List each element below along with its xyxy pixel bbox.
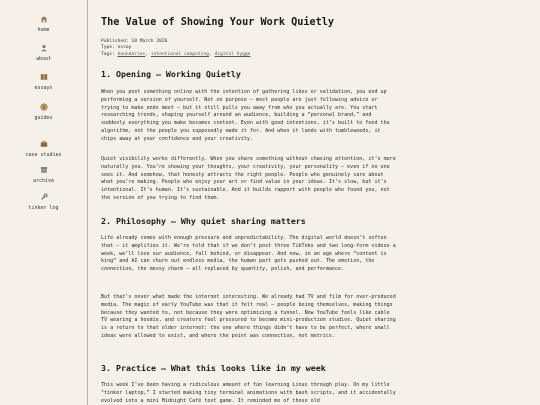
section-heading: 3. Practice — What this looks like in my week	[101, 363, 326, 373]
article	[101, 16, 397, 405]
tags-label: Tags:	[101, 51, 115, 57]
sidebar-item-archive[interactable]	[0, 166, 87, 185]
sidebar-item-case-studies[interactable]	[0, 140, 87, 159]
paragraph: But that’s never what made the internet interesting. We already had TV and film for over-produced media. The magic of early YouTube was that it felt real — people being themselves, making things because they wanted to, not because they were optimizing a funnel. Now YouTube feels like cable TV wearing a hoodie, and creators feel pressured to become mini-production studios. Quiet sharing is a return to that older internet: the one where things didn’t have to be perfect, where small ideas were allowed to exist, and where the point was connection, not metrics.	[101, 294, 396, 339]
sidebar-item-label: home	[37, 27, 50, 33]
sidebar-nav	[0, 0, 88, 405]
sidebar-item-label: case studies	[25, 152, 62, 158]
sidebar-item-label: archive	[32, 178, 55, 184]
wrench-icon	[40, 193, 48, 201]
tag-link[interactable]: intentional computing	[150, 51, 209, 57]
sidebar-item-tinker-log[interactable]	[0, 193, 87, 212]
paragraph: When you post something online with the intention of gathering likes or validation, you end up performing a version of yourself. Not on purpose — most people are just following advice or trying to make ends meet — but it still pulls you away from who you actually are. You start researching trends, shaping yourself around an audience, building a “personal brand,” and suddenly everything you make becomes content. Even with good intentions, it’s built to feed the algorithm, not the people you supposedly made it for. And when it lands with tumbleweeds, it chips away at your confidence and your creativity.	[101, 89, 390, 142]
sidebar-item-label: tinker log	[28, 205, 59, 211]
section-heading: 2. Philosophy — Why quiet sharing matters	[101, 216, 306, 226]
sidebar-item-essays[interactable]	[0, 73, 87, 92]
sidebar-item-label: guides	[34, 115, 53, 121]
article-meta	[101, 39, 397, 58]
page-title: The Value of Showing Your Work Quietly	[101, 17, 335, 28]
compass-icon	[40, 103, 48, 111]
archive-icon	[40, 166, 48, 174]
sidebar-item-home[interactable]	[0, 15, 87, 34]
tag-link[interactable]: boundaries	[117, 51, 146, 57]
tag-list: Tags: boundaries, intentional computing, digital hygge	[101, 51, 251, 57]
briefcase-icon	[40, 140, 48, 148]
published-date: Published: 10 March 2026	[101, 39, 168, 44]
paragraph: Quiet visibility works differently. When you share something without chasing attention, it’s more naturally you. You’re showing your thoughts, your creativity, your personality — even if no one sees it. And somehow, that honesty attracts the right people. People who genuinely care about what you’re making. People who enjoy your art or find value in your ideas. It’s slow, but it’s intentional. It’s human. It’s sustainable. And it builds rapport with people who found you, not the version of you trying to find them.	[101, 156, 396, 201]
sidebar-item-guides[interactable]	[0, 103, 87, 122]
paragraph: This week I’ve been having a ridiculous amount of fun learning Linux through play. On my little “tinker laptop,” I started making tiny terminal animations with bash scripts, and it accidentally evolved into a mini Midnight Café text game. It reminded me of those old	[101, 382, 396, 404]
tag-link[interactable]: digital hygge	[214, 51, 251, 57]
sidebar-item-label: essays	[34, 85, 53, 91]
book-icon	[40, 73, 48, 81]
sidebar-item-about[interactable]	[0, 44, 87, 63]
person-icon	[40, 44, 48, 52]
article-type: Type: essay	[101, 45, 132, 51]
sidebar-item-label: about	[35, 56, 52, 62]
paragraph: Life already comes with enough pressure and unpredictability. The digital world doesn’t soften that — it amplifies it. We’re told that if we don’t post three TikToks and two long-form videos a week, we’ll lose our audience, fall behind, or disappear. And now, in an age where “content is king” and AI can churn out endless media, the human part gets pushed out. The emotion, the connection, the messy charm — all replaced by quantity, polish, and performance.	[101, 235, 396, 272]
section-heading: 1. Opening — Working Quietly	[101, 69, 241, 79]
home-icon	[40, 15, 48, 23]
